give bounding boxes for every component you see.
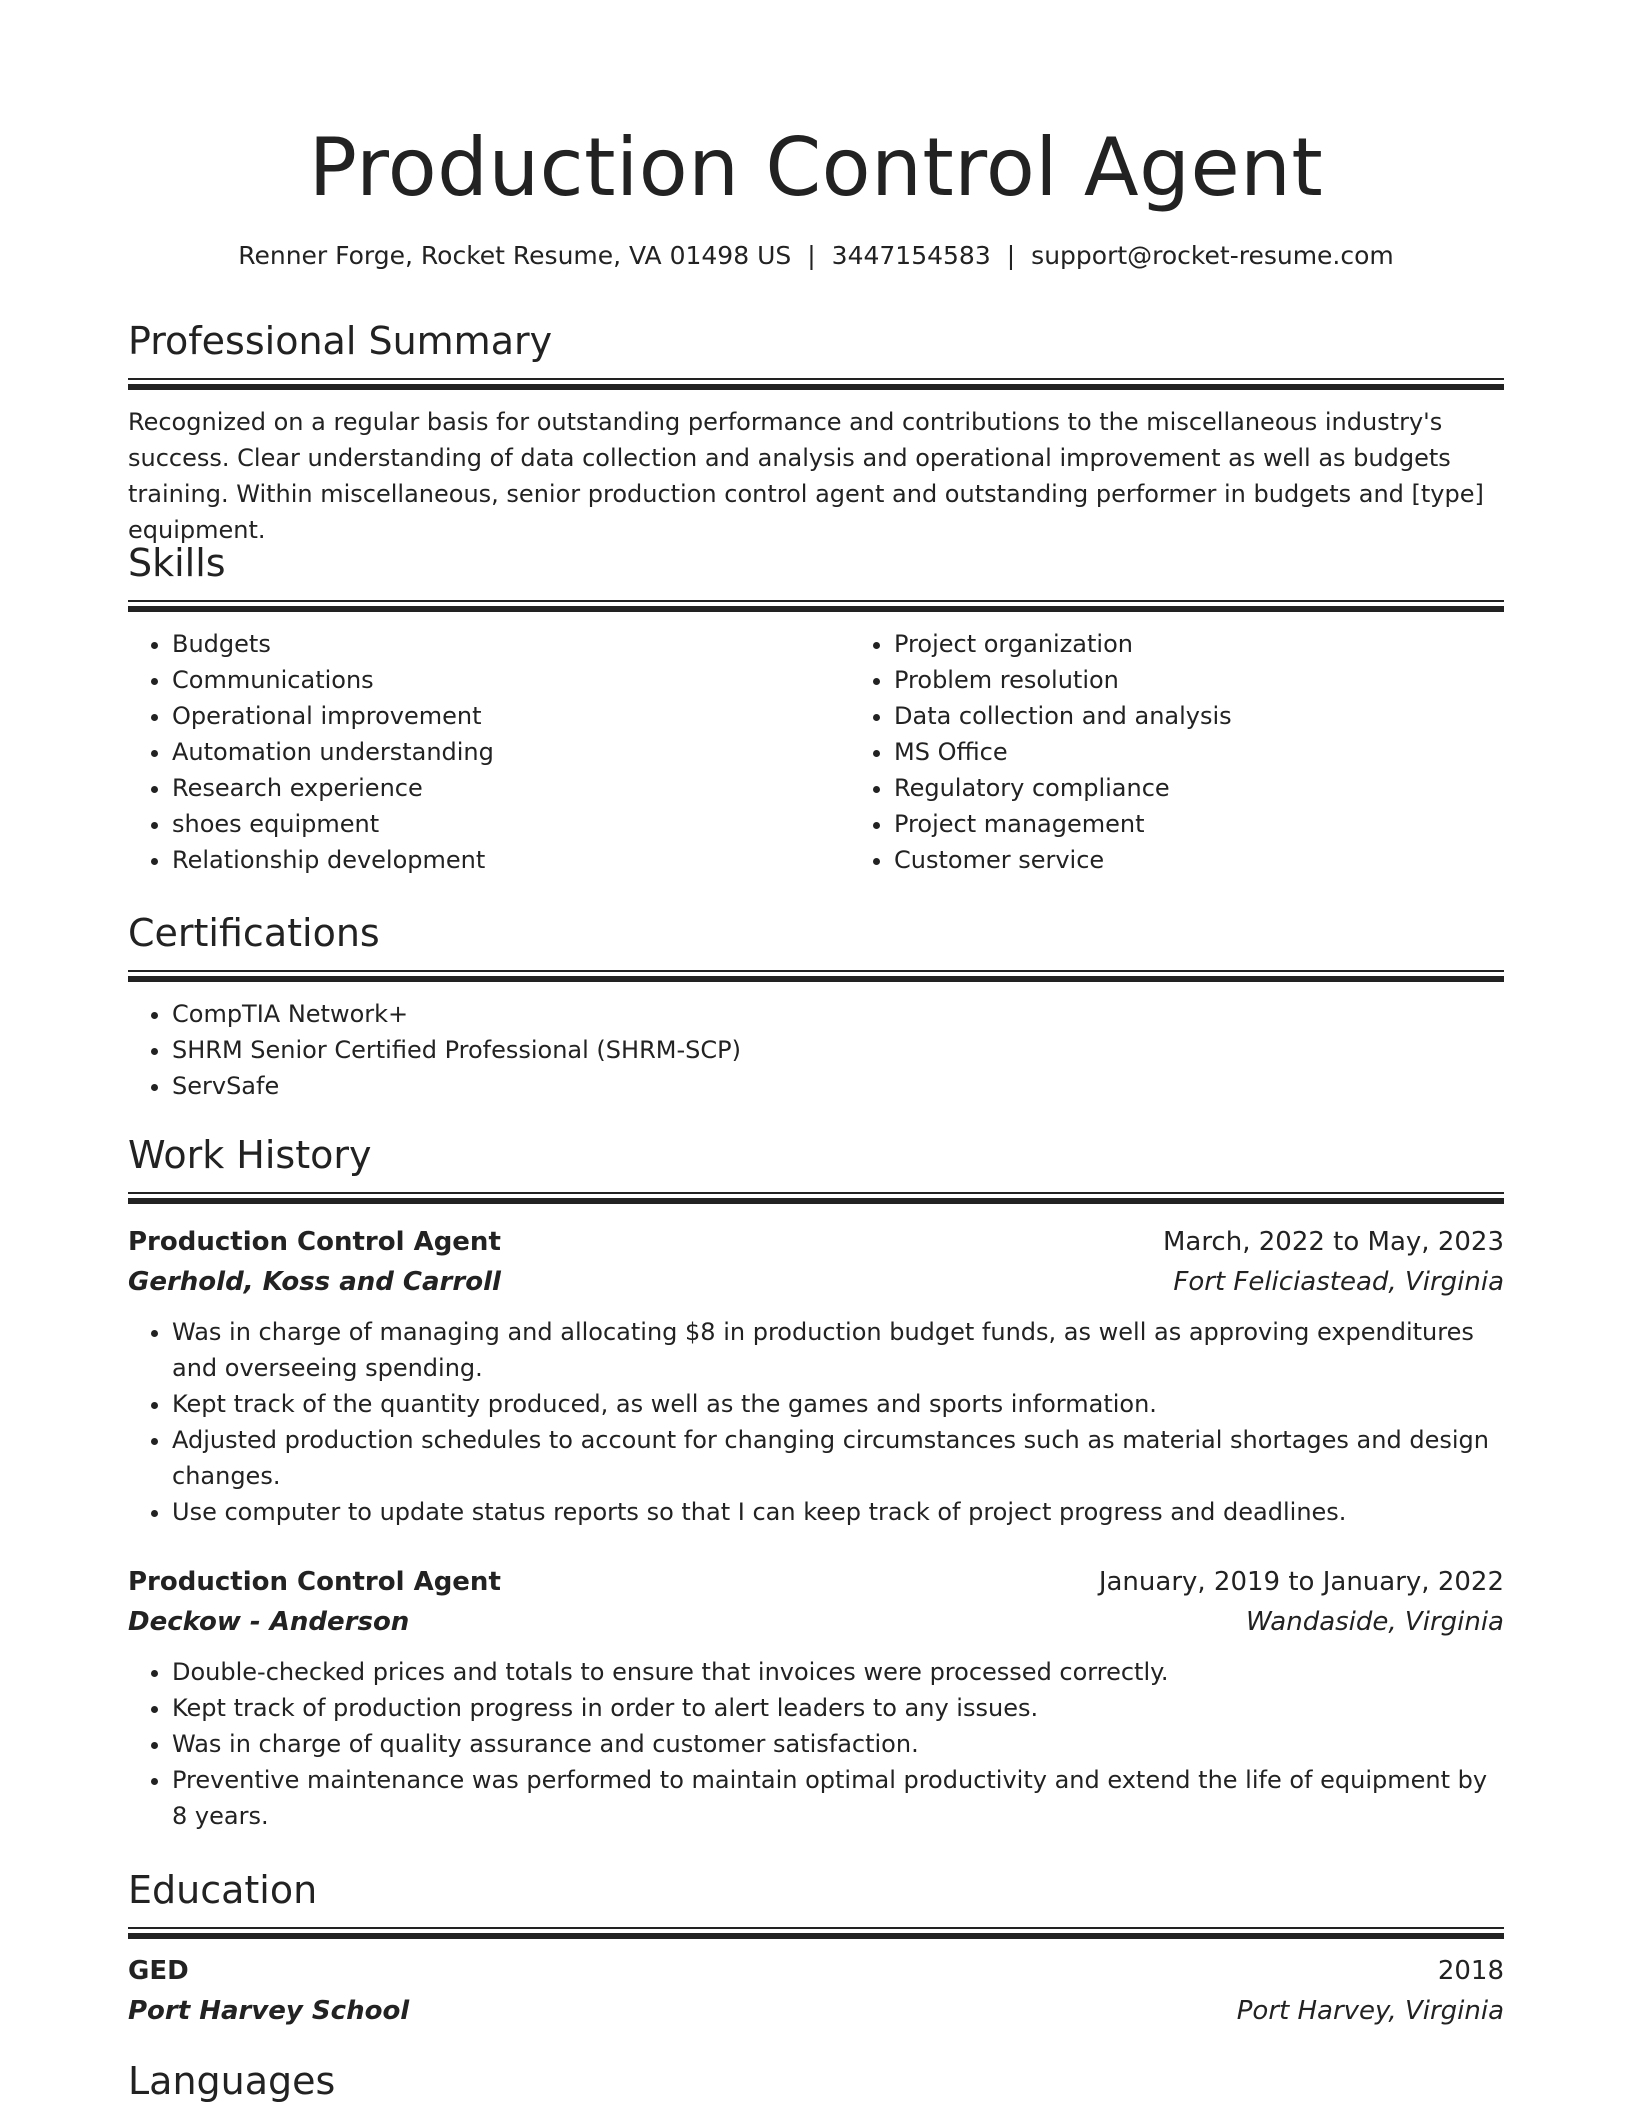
- skill-item: • Project organization: [894, 626, 1572, 662]
- job-title: Production Control Agent: [128, 1567, 501, 1597]
- job-location: Fort Feliciastead, Virginia: [1173, 1267, 1504, 1297]
- job-bullet: • Was in charge of managing and allocating $8 in production budget funds, as well as approving expenditures and overseeing spending.: [172, 1314, 1504, 1386]
- job-bullets: [128, 1314, 1504, 1530]
- skill-item: • Communications: [172, 662, 850, 698]
- job-subheader: [128, 1262, 1504, 1302]
- skill-item: • Regulatory compliance: [894, 770, 1572, 806]
- job-bullet: • Kept track of the quantity produced, as well as the games and sports information.: [172, 1386, 1504, 1422]
- job-location: Wandaside, Virginia: [1246, 1607, 1504, 1637]
- section-title-skills: Skills: [128, 541, 226, 585]
- contact-email: support@rocket-resume.com: [1031, 241, 1394, 270]
- job-company: Deckow - Anderson: [128, 1607, 410, 1637]
- job-bullet: • Use computer to update status reports so that I can keep track of project progress and deadlines.: [172, 1494, 1504, 1530]
- section-title-languages: Languages: [128, 2059, 336, 2103]
- education-entry: [128, 1951, 1504, 2031]
- section-divider: [128, 378, 1504, 390]
- contact-separator: |: [807, 241, 816, 270]
- job-dates: March, 2022 to May, 2023: [1162, 1227, 1504, 1257]
- certifications-section: [128, 910, 1504, 1104]
- skills-columns: [128, 626, 1504, 878]
- job-entry: [128, 1222, 1504, 1530]
- skill-item: • Budgets: [172, 626, 850, 662]
- skill-item: • Relationship development: [172, 842, 850, 878]
- education-subheader: [128, 1991, 1504, 2031]
- contact-separator: |: [1006, 241, 1016, 270]
- certification-item: • SHRM Senior Certified Professional (SHRM-SCP): [172, 1032, 1504, 1068]
- certifications-list: [128, 996, 1504, 1104]
- skills-section: [128, 540, 1504, 878]
- contact-phone: 3447154583: [831, 241, 991, 270]
- work-history-section: [128, 1132, 1504, 1834]
- section-divider: [128, 970, 1504, 982]
- education-header: [128, 1951, 1504, 1991]
- certification-item: • CompTIA Network+: [172, 996, 1504, 1032]
- job-title: Production Control Agent: [128, 1227, 501, 1257]
- skill-item: • shoes equipment: [172, 806, 850, 842]
- skill-item: • Automation understanding: [172, 734, 850, 770]
- summary-text: Recognized on a regular basis for outstanding performance and contributions to the miscellaneous industry's success. Clear understanding of data collection and analysis and operational improvement as well as budgets training. Within miscellaneous, senior production control agent and outstanding performer in budgets and [type] equipment.: [128, 408, 1484, 544]
- job-company: Gerhold, Koss and Carroll: [128, 1267, 501, 1297]
- education-section: [128, 1867, 1504, 2031]
- job-subheader: [128, 1602, 1504, 1642]
- education-degree: GED: [128, 1956, 189, 1986]
- education-year: 2018: [1437, 1956, 1504, 1986]
- languages-section: [128, 2058, 1504, 2104]
- skills-list-left: [128, 626, 850, 878]
- section-title-education: Education: [128, 1868, 318, 1912]
- section-title-work: Work History: [128, 1133, 372, 1177]
- skill-item: • Operational improvement: [172, 698, 850, 734]
- skill-item: • Customer service: [894, 842, 1572, 878]
- skill-item: • Data collection and analysis: [894, 698, 1572, 734]
- skill-item: • MS Office: [894, 734, 1572, 770]
- job-header: [128, 1562, 1504, 1602]
- resume-name: Production Control Agent: [308, 121, 1324, 214]
- section-divider: [128, 600, 1504, 612]
- job-bullet: • Preventive maintenance was performed to maintain optimal productivity and extend the life of equipment by 8 years.: [172, 1762, 1504, 1834]
- job-bullet: • Was in charge of quality assurance and customer satisfaction.: [172, 1726, 1504, 1762]
- skill-item: • Problem resolution: [894, 662, 1572, 698]
- job-bullets: [128, 1654, 1504, 1834]
- job-header: [128, 1222, 1504, 1262]
- summary-section: [128, 318, 1504, 548]
- section-title-certifications: Certifications: [128, 911, 380, 955]
- job-bullet: • Double-checked prices and totals to ensure that invoices were processed correctly.: [172, 1654, 1504, 1690]
- section-divider: [128, 1927, 1504, 1939]
- education-location: Port Harvey, Virginia: [1236, 1996, 1504, 2026]
- contact-line: [128, 238, 1504, 274]
- section-divider: [128, 1192, 1504, 1204]
- certification-item: • ServSafe: [172, 1068, 1504, 1104]
- skill-item: • Research experience: [172, 770, 850, 806]
- job-bullet: • Kept track of production progress in order to alert leaders to any issues.: [172, 1690, 1504, 1726]
- section-title-summary: Professional Summary: [128, 319, 553, 363]
- job-bullet: • Adjusted production schedules to account for changing circumstances such as material shortages and design changes.: [172, 1422, 1504, 1494]
- contact-address: Renner Forge, Rocket Resume, VA 01498 US: [238, 241, 792, 270]
- skills-list-right: [850, 626, 1572, 878]
- job-dates: January, 2019 to January, 2022: [1098, 1567, 1504, 1597]
- job-entry: [128, 1562, 1504, 1834]
- skill-item: • Project management: [894, 806, 1572, 842]
- education-school: Port Harvey School: [128, 1996, 410, 2026]
